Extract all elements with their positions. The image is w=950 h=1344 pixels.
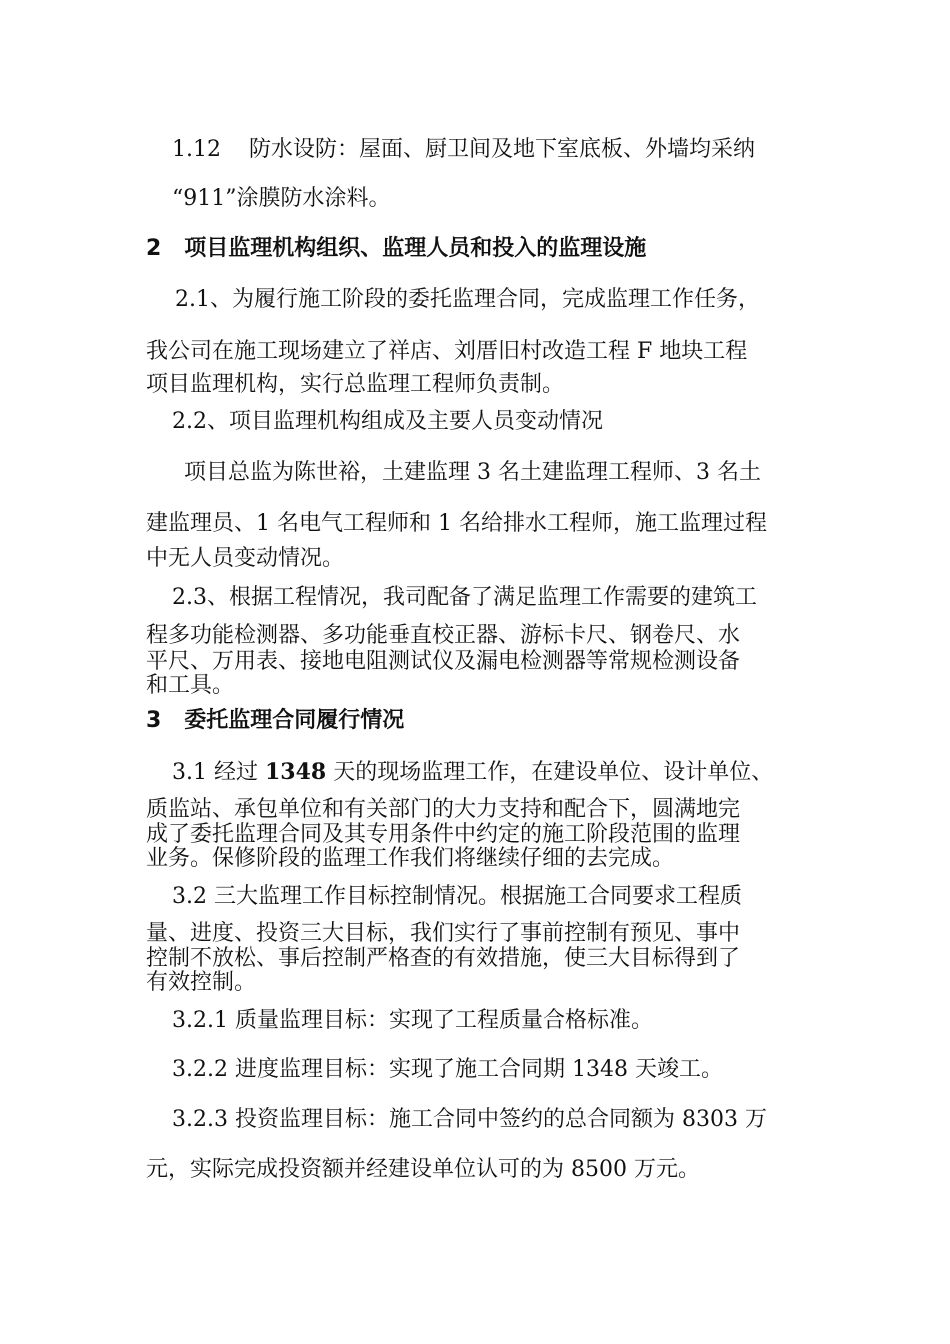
section-heading-3: 3 委托监理合同履行情况 <box>146 708 405 733</box>
para-3-2-line-2: 量、进度、投资三大目标，我们实行了事前控制有预见、事中 <box>146 921 741 946</box>
para-2-2-line-1: 2.2、项目监理机构组成及主要人员变动情况 <box>172 409 603 434</box>
para-3-2-3-line-1: 3.2.3 投资监理目标：施工合同中签约的总合同额为 8303 万 <box>172 1107 767 1132</box>
para-2-3-line-2: 程多功能检测器、多功能垂直校正器、游标卡尺、钢卷尺、水 <box>146 623 741 648</box>
para-3-1-line-3: 成了委托监理合同及其专用条件中约定的施工阶段范围的监理 <box>146 822 741 847</box>
para-staff-line-1: 项目总监为陈世裕，土建监理 3 名土建监理工程师、3 名土 <box>184 460 761 485</box>
para-3-2-1: 3.2.1 质量监理目标：实现了工程质量合格标准。 <box>172 1008 653 1033</box>
para-3-2-3-line-2: 元，实际完成投资额并经建设单位认可的为 8500 万元。 <box>146 1157 700 1182</box>
para-3-2-line-3: 控制不放松、事后控制严格查的有效措施，使三大目标得到了 <box>146 946 741 971</box>
para-2-3-line-4: 和工具。 <box>146 673 235 698</box>
para-3-1-line-4: 业务。保修阶段的监理工作我们将继续仔细的去完成。 <box>146 846 675 871</box>
para-3-1-line-2: 质监站、承包单位和有关部门的大力支持和配合下，圆满地完 <box>146 797 741 822</box>
para-2-1-line-1: 2.1、为履行施工阶段的委托监理合同，完成监理工作任务， <box>175 287 760 312</box>
para-3-2-line-4: 有效控制。 <box>146 970 257 995</box>
para-2-1-line-3: 项目监理机构，实行总监理工程师负责制。 <box>146 372 565 397</box>
para-3-1-days-bold: 1348 <box>264 759 327 785</box>
para-3-1-text-pre: 3.1 经过 <box>172 760 265 785</box>
para-3-1-line-1 <box>172 759 773 786</box>
para-staff-line-3: 中无人员变动情况。 <box>146 546 345 571</box>
para-3-2-2: 3.2.2 进度监理目标：实现了施工合同期 1348 天竣工。 <box>172 1057 723 1082</box>
para-2-1-line-2: 我公司在施工现场建立了祥店、刘厝旧村改造工程 F 地块工程 <box>146 339 748 364</box>
para-1-12-line-1: 1.12 防水设防：屋面、厨卫间及地下室底板、外墙均采纳 <box>172 137 755 162</box>
para-staff-line-2: 建监理员、1 名电气工程师和 1 名给排水工程师，施工监理过程 <box>146 511 767 536</box>
para-3-2-line-1: 3.2 三大监理工作目标控制情况。根据施工合同要求工程质 <box>172 884 742 909</box>
section-heading-2: 2 项目监理机构组织、监理人员和投入的监理设施 <box>146 236 647 261</box>
para-1-12-line-2: “911”涂膜防水涂料。 <box>172 186 391 211</box>
para-3-1-text-post: 天的现场监理工作，在建设单位、设计单位、 <box>326 760 774 785</box>
para-2-3-line-3: 平尺、万用表、接地电阻测试仪及漏电检测器等常规检测设备 <box>146 649 741 674</box>
para-2-3-line-1: 2.3、根据工程情况，我司配备了满足监理工作需要的建筑工 <box>172 585 757 610</box>
